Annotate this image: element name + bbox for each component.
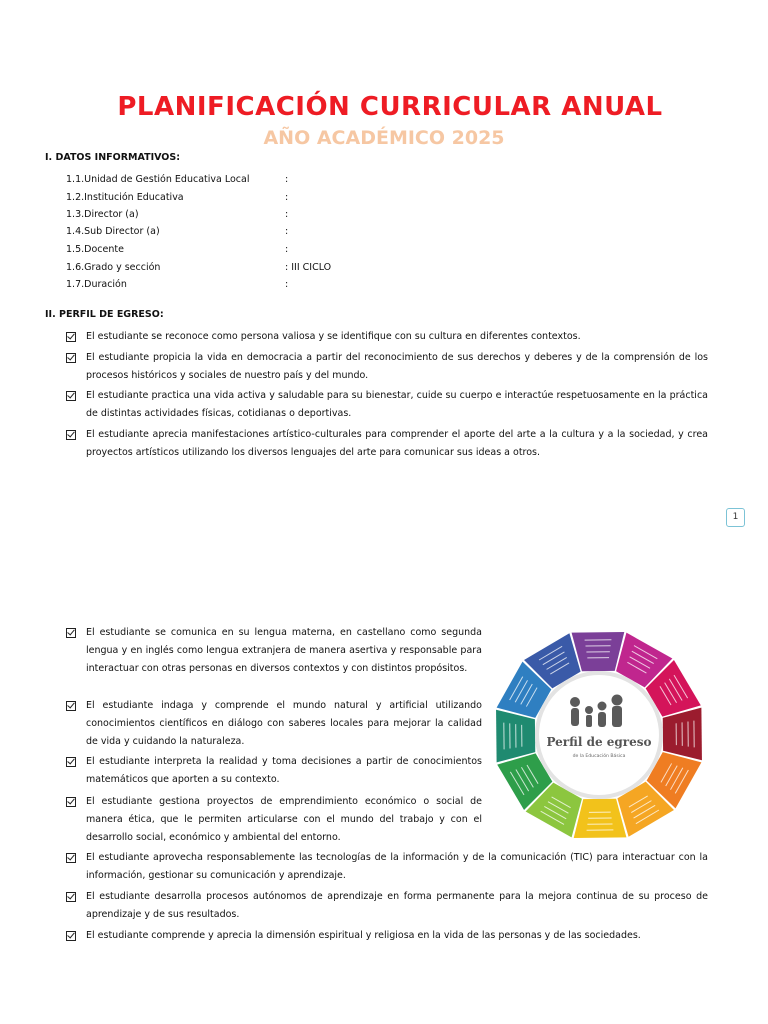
list-item-text: El estudiante se reconoce como persona valiosa y se identifique con su cultura en diferentes contextos. (86, 331, 581, 342)
checkbox-icon (66, 797, 76, 807)
checkbox-icon (66, 757, 76, 767)
list-item-text: El estudiante comprende y aprecia la dimensión espiritual y religiosa en la vida de las personas y de las sociedades. (86, 930, 641, 941)
list-item-text: El estudiante se comunica en su lengua materna, en castellano como segunda lengua y en inglés como lengua extranjera de manera asertiva y responsable para interactuar con otras personas en diversos contextos y con distintos propósitos. (86, 627, 482, 674)
page-number: 1 (726, 508, 745, 527)
info-label: 1.2.Institución Educativa (66, 192, 184, 203)
checkbox-icon (66, 391, 76, 401)
list-item (86, 927, 708, 945)
section-heading-datos: I. DATOS INFORMATIVOS: (45, 152, 181, 163)
list-item (86, 426, 708, 462)
info-value: : (285, 244, 289, 255)
list-item-text: El estudiante interpreta la realidad y toma decisiones a partir de conocimientos matemáticos que aporten a su contexto. (86, 756, 482, 785)
info-label: 1.4.Sub Director (a) (66, 226, 160, 237)
list-item (86, 624, 482, 678)
info-label: 1.7.Duración (66, 279, 127, 290)
list-item (86, 888, 708, 924)
checkbox-icon (66, 332, 76, 342)
list-item-text: El estudiante aprovecha responsablemente las tecnologías de la información y de la comunicación (TIC) para interactuar con la información, gestionar su comunicación y aprendizaje. (86, 852, 708, 881)
list-item-text: El estudiante aprecia manifestaciones artístico-culturales para comprender el aporte del arte a la cultura y a la sociedad, y crea proyectos artísticos utilizando los diversos lenguajes del arte para comunicar sus ideas a otros. (86, 429, 708, 458)
checkbox-icon (66, 628, 76, 638)
info-value: : (285, 279, 289, 290)
list-item (86, 387, 708, 423)
figure-subtitle: de la Educación Básica (572, 754, 626, 759)
info-value: : (285, 209, 289, 220)
checkbox-icon (66, 892, 76, 902)
checkbox-icon (66, 353, 76, 363)
list-item-text: El estudiante practica una vida activa y saludable para su bienestar, cuide su cuerpo e interactúe respetuosamente en la práctica de distintas actividades físicas, cotidianas o deportivas. (86, 390, 708, 419)
checkbox-icon (66, 430, 76, 440)
info-label: 1.3.Director (a) (66, 209, 139, 220)
checkbox-icon (66, 853, 76, 863)
list-item (86, 793, 482, 847)
info-value: : III CICLO (285, 262, 332, 273)
info-label: 1.1.Unidad de Gestión Educativa Local (66, 174, 250, 185)
list-item-text: El estudiante propicia la vida en democracia a partir del reconocimiento de sus derechos y deberes y de la comprensión de los procesos históricos y sociales de nuestro país y del mundo. (86, 352, 708, 381)
list-item (86, 349, 708, 385)
info-label: 1.6.Grado y sección (66, 262, 161, 273)
list-item-text: El estudiante indaga y comprende el mundo natural y artificial utilizando conocimientos científicos en diálogo con saberes locales para mejorar la calidad de vida y cuidando la naturaleza. (86, 700, 482, 747)
document-title: PLANIFICACIÓN CURRICULAR ANUAL (117, 92, 663, 122)
info-value: : (285, 192, 289, 203)
list-item-text: El estudiante desarrolla procesos autónomos de aprendizaje en forma permanente para la mejora continua de su proceso de aprendizaje y de sus resultados. (86, 891, 708, 920)
list-item (86, 753, 482, 789)
checkbox-icon (66, 701, 76, 711)
list-item-text: El estudiante gestiona proyectos de emprendimiento económico o social de manera ética, que le permiten articularse con el mundo del trabajo y con el desarrollo social, económico y ambiental del entorno. (86, 796, 482, 843)
info-value: : (285, 174, 289, 185)
list-item (86, 697, 482, 751)
info-label: 1.5.Docente (66, 244, 124, 255)
document-subtitle: AÑO ACADÉMICO 2025 (263, 127, 505, 149)
checkbox-icon (66, 931, 76, 941)
list-item (86, 849, 708, 885)
list-item (86, 328, 708, 346)
perfil-egreso-figure (490, 626, 708, 844)
info-value: : (285, 226, 289, 237)
figure-title: Perfil de egreso (546, 735, 652, 749)
section-heading-perfil: II. PERFIL DE EGRESO: (45, 309, 164, 320)
